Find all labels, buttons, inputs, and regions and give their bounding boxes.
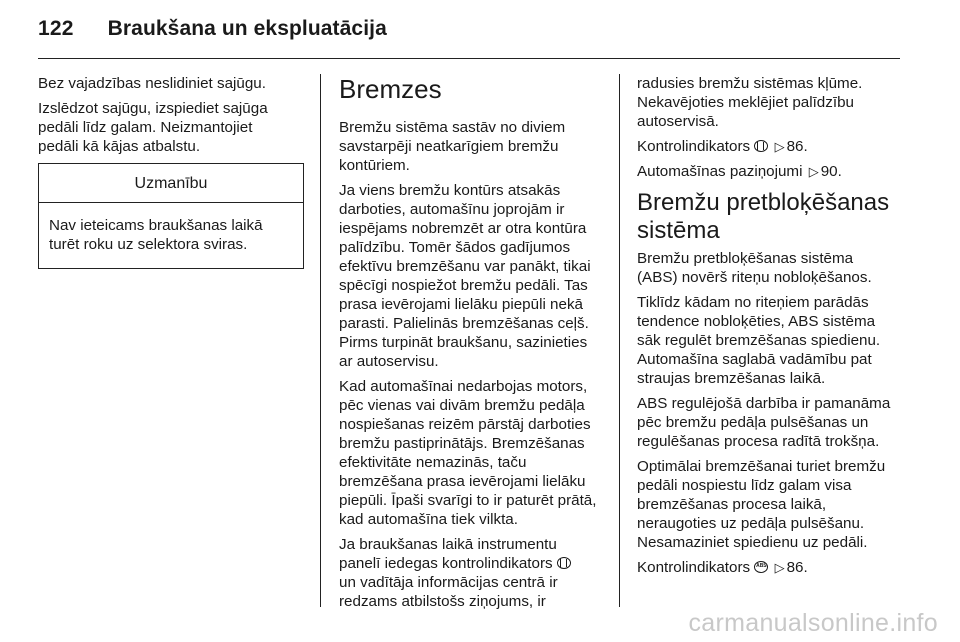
paragraph-clutch-1 xyxy=(38,74,304,93)
text-line: Bremžu pretbloķēšanas sistēma xyxy=(637,250,854,267)
text-line: redzams atbilstošs ziņojums, ir xyxy=(339,593,546,610)
text-line: palīdzību. Tomēr šādos gadījumos xyxy=(339,239,571,256)
cross-reference-2[interactable] xyxy=(637,162,903,181)
cross-reference-3[interactable] xyxy=(637,558,903,577)
paragraph-abs-4 xyxy=(637,457,903,552)
text-line: Nesamaziniet spiedienu uz pedāli. xyxy=(637,534,868,551)
text-line: ar autoservisu. xyxy=(339,353,439,370)
reference-page[interactable]: 86. xyxy=(786,559,808,576)
text-line: pedāli nospiestu līdz galam visa xyxy=(637,477,852,494)
text-line: darboties, automašīnu joprojām ir xyxy=(339,201,565,218)
brake-warning-lamp-icon xyxy=(557,557,571,569)
text-line: savstarpēji neatkarīgiem bremžu xyxy=(339,138,559,155)
text-line: prasa ievērojami lielāku piepūli nekā xyxy=(339,296,583,313)
text-line: un vadītāja informācijas centrā ir xyxy=(339,574,558,591)
header-divider xyxy=(38,58,900,59)
text-line: turēt roku uz selektora sviras. xyxy=(49,236,248,253)
paragraph-abs-1 xyxy=(637,249,903,287)
text-line: (ABS) novērš riteņu nobloķēšanos. xyxy=(637,269,872,286)
arrow-ref-icon: ▷ xyxy=(774,560,785,575)
text-line: pedāli līdz galam. Neizmantojiet xyxy=(38,119,253,136)
heading-line: Bremžu pretbloķēšanas xyxy=(637,189,890,216)
text-line: efektivitāte nemazinās, taču xyxy=(339,454,527,471)
reference-label: Kontrolindikators xyxy=(637,559,751,576)
page-header xyxy=(38,14,387,44)
heading-line: sistēma xyxy=(637,217,720,244)
column-1 xyxy=(38,74,304,269)
paragraph-brakes-2 xyxy=(339,181,605,371)
text-line: Automašīna saglabā vadāmību pat xyxy=(637,351,872,368)
text-line: ABS regulējošā darbība ir pamanāma xyxy=(637,395,891,412)
text-line: kad automašīna tiek vilkta. xyxy=(339,511,518,528)
text-line: Pirms turpināt braukšanu, sazinieties xyxy=(339,334,588,351)
text-line: Nav ieteicams braukšanas laikā xyxy=(49,217,263,234)
text-line: iespējams nobremzēt ar otra kontūra xyxy=(339,220,587,237)
chapter-title: Braukšana un ekspluatācija xyxy=(107,17,387,40)
reference-label: Automašīnas paziņojumi xyxy=(637,163,803,180)
paragraph-abs-3 xyxy=(637,394,903,451)
text-line: bremzēšanas procesa laikā, xyxy=(637,496,827,513)
paragraph-brakes-5 xyxy=(637,74,903,131)
paragraph-abs-2 xyxy=(637,293,903,388)
text-line xyxy=(339,554,605,573)
text-line: efektīvu bremzēšanu var panākt, tikai xyxy=(339,258,591,275)
reference-page[interactable]: 90. xyxy=(820,163,842,180)
text-line: neraugoties uz pedāļa pulsēšanu. xyxy=(637,515,865,532)
text-line: parasti. Palielinās bremzēšanas ceļš. xyxy=(339,315,589,332)
text-line: Bez vajadzības neslidiniet sajūgu. xyxy=(38,75,266,92)
text-line: Nekavējoties meklējiet palīdzību xyxy=(637,94,854,111)
arrow-ref-icon: ▷ xyxy=(808,164,819,179)
abs-lamp-icon: ABS xyxy=(754,561,768,573)
section-heading-brakes: Bremzes xyxy=(339,74,442,104)
brake-warning-lamp-icon xyxy=(754,140,768,152)
text-line: spēcīgi nospiežot bremžu pedāli. Tas xyxy=(339,277,588,294)
column-2 xyxy=(339,74,605,617)
text-line: sāk regulēt bremzēšanas spiedienu. xyxy=(637,332,881,349)
text-line: nospiešanas reizēm pārstāj darboties xyxy=(339,416,591,433)
column-divider-2 xyxy=(619,74,620,607)
text-fragment: panelī iedegas kontrolindikators xyxy=(339,555,553,572)
text-line: Ja viens bremžu kontūrs atsakās xyxy=(339,182,561,199)
text-line: bremzēšana prasa ievērojami lielāku xyxy=(339,473,586,490)
watermark: carmanualsonline.info xyxy=(688,609,938,637)
text-line: bremžu pastiprinātājs. Bremzēšanas xyxy=(339,435,585,452)
text-line: Kad automašīnai nedarbojas motors, xyxy=(339,378,588,395)
text-line: autoservisā. xyxy=(637,113,719,130)
paragraph-brakes-4 xyxy=(339,535,605,611)
text-line: Tiklīdz kādam no riteņiem parādās xyxy=(637,294,869,311)
text-line: Optimālai bremzēšanai turiet bremžu xyxy=(637,458,886,475)
paragraph-brakes-3 xyxy=(339,377,605,529)
text-line: radusies bremžu sistēmas kļūme. xyxy=(637,75,863,92)
arrow-ref-icon: ▷ xyxy=(774,139,785,154)
text-line: regulēšanas procesa radītā trokšņa. xyxy=(637,433,880,450)
text-line: straujas bremzēšanas laikā. xyxy=(637,370,826,387)
text-line: Ja braukšanas laikā instrumentu xyxy=(339,536,557,553)
paragraph-brakes-1 xyxy=(339,118,605,175)
text-line: tendence nobloķēties, ABS sistēma xyxy=(637,313,876,330)
text-line: pedāli kā kājas atbalstu. xyxy=(38,138,201,155)
text-line: Bremžu sistēma sastāv no diviem xyxy=(339,119,566,136)
reference-label: Kontrolindikators xyxy=(637,138,751,155)
paragraph-clutch-2 xyxy=(38,99,304,156)
reference-page[interactable]: 86. xyxy=(786,138,808,155)
section-heading-abs xyxy=(637,189,903,245)
caution-body xyxy=(39,203,303,268)
cross-reference-1[interactable] xyxy=(637,137,903,156)
column-3 xyxy=(637,74,903,583)
text-line: piepūli. Īpaši svarīgi to ir paturēt prātā, xyxy=(339,492,597,509)
text-line: Izslēdzot sajūgu, izspiediet sajūga xyxy=(38,100,268,117)
text-line: pēc bremžu pedāļa pulsēšanas un xyxy=(637,414,869,431)
caution-box xyxy=(38,163,304,269)
text-line: kontūriem. xyxy=(339,157,410,174)
page-number: 122 xyxy=(38,17,74,40)
column-divider-1 xyxy=(320,74,321,607)
caution-heading: Uzmanību xyxy=(39,164,303,203)
text-line: pēc vienas vai divām bremžu pedāļa xyxy=(339,397,585,414)
